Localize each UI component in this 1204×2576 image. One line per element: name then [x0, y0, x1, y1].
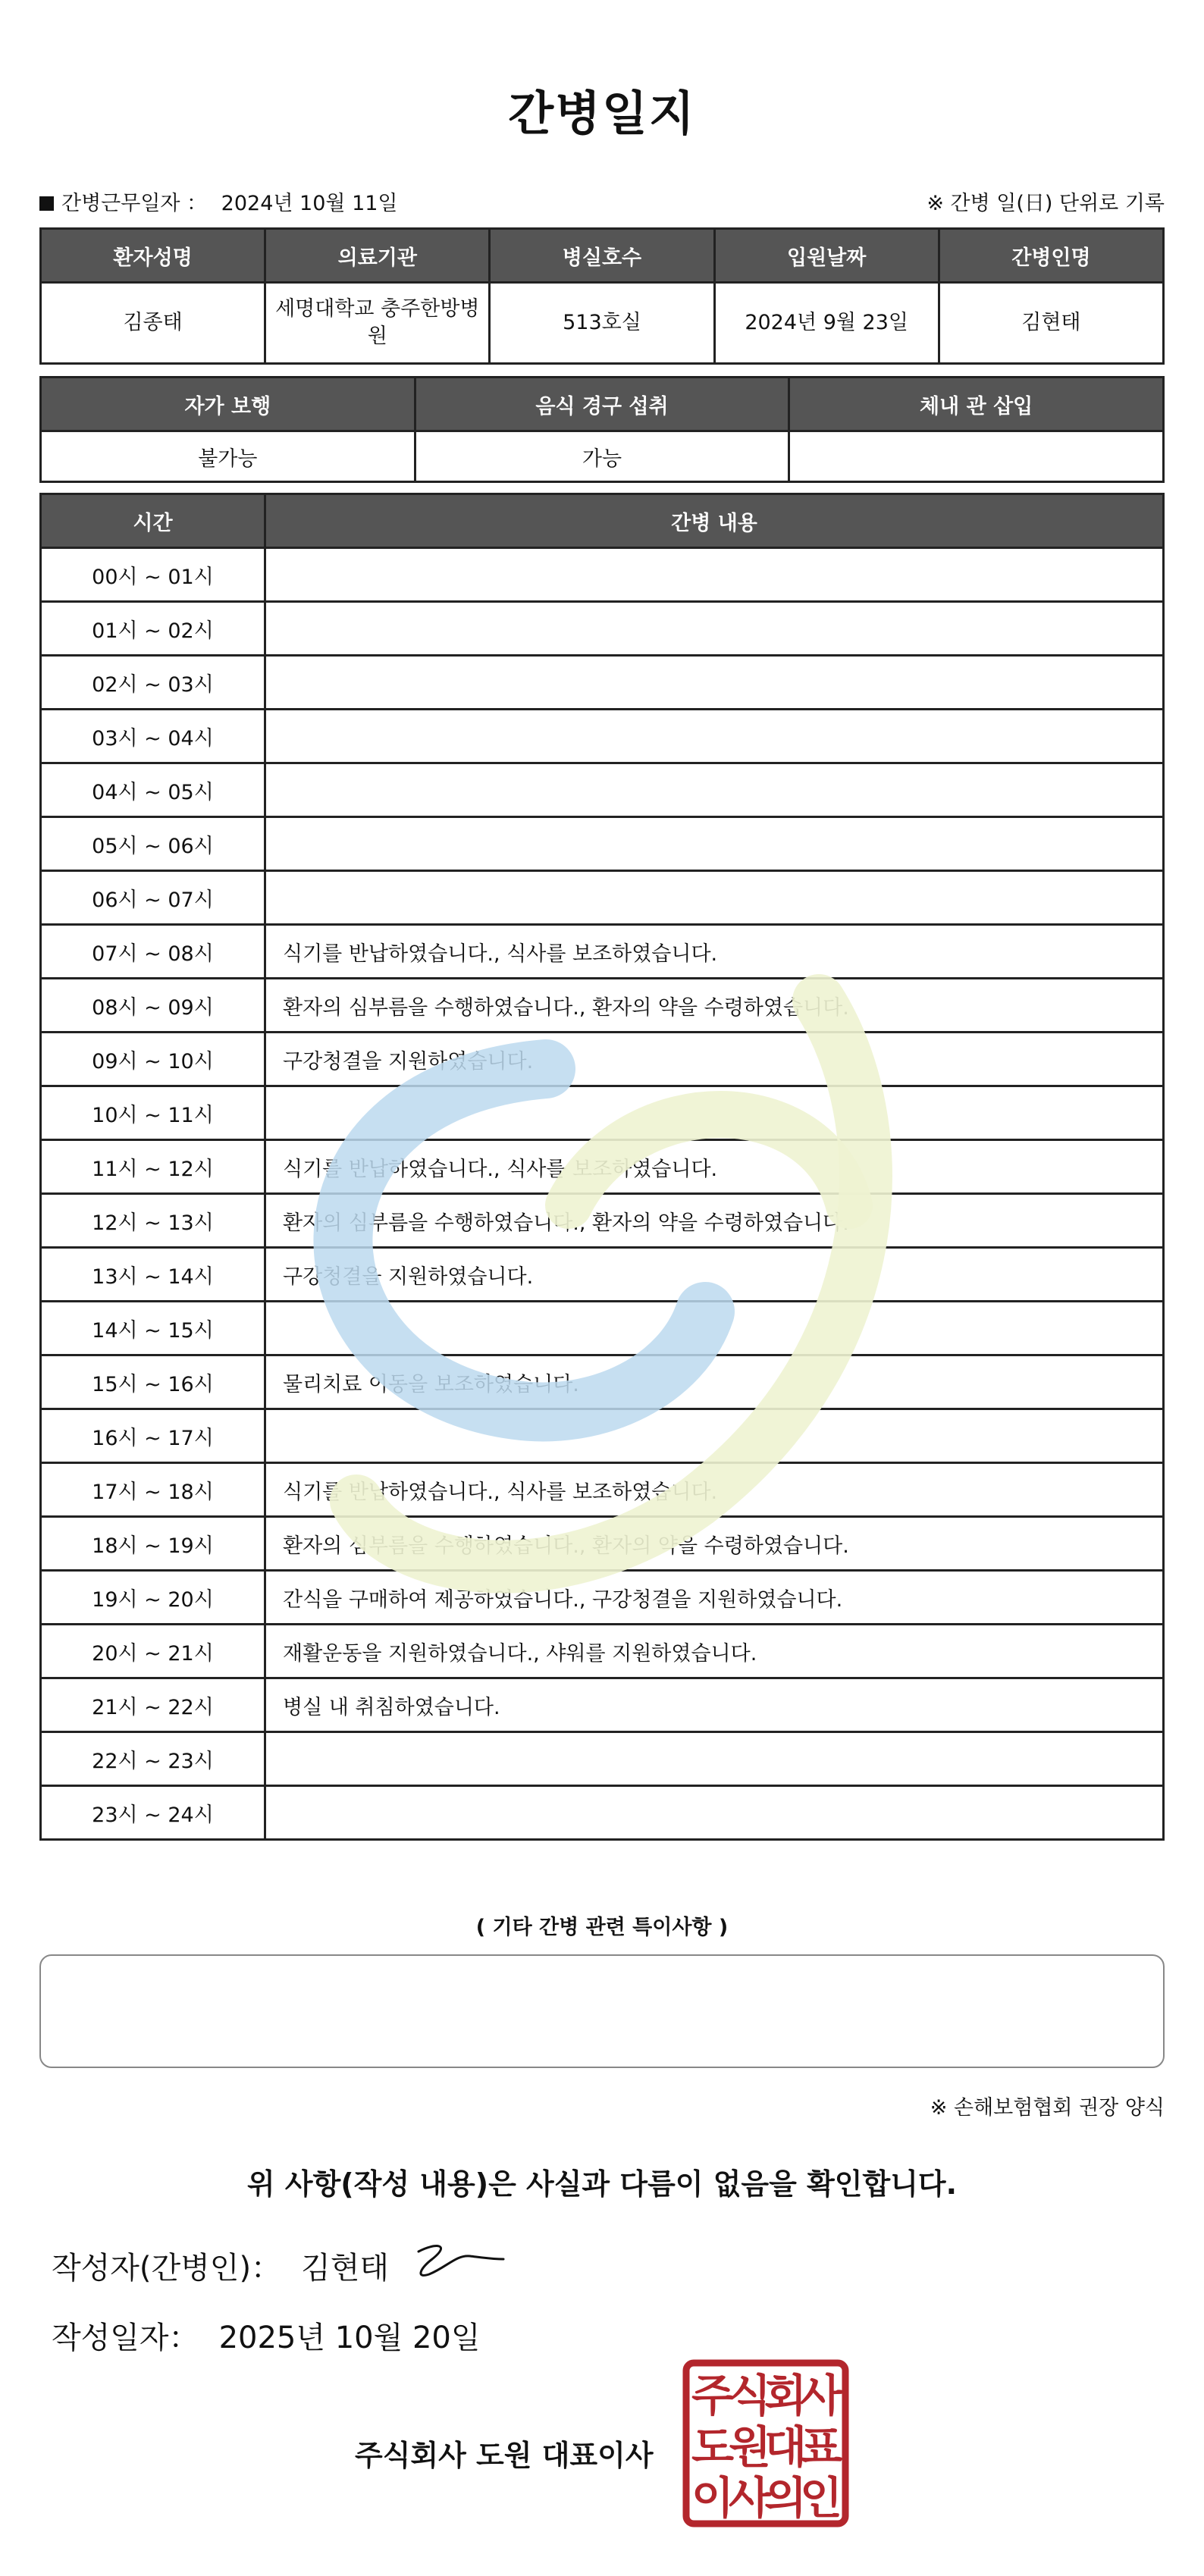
log-content-cell: 물리치료 이동을 보조하였습니다.: [265, 1355, 1164, 1409]
log-time-cell: 13시 ~ 14시: [41, 1248, 265, 1302]
caregiver-name: 김현태: [939, 283, 1163, 364]
log-time-cell: 18시 ~ 19시: [41, 1517, 265, 1571]
info-header: 입원날짜: [714, 229, 939, 283]
log-time-cell: 19시 ~ 20시: [41, 1571, 265, 1625]
ability-header: 음식 경구 섭취: [415, 378, 789, 431]
log-content-cell: 재활운동을 지원하였습니다., 샤워를 지원하였습니다.: [265, 1625, 1164, 1678]
log-row: [41, 1302, 1164, 1355]
company-representative: 주식회사 도원 대표이사: [355, 2439, 654, 2472]
log-content-cell: [265, 763, 1164, 817]
log-row: [41, 763, 1164, 817]
log-time-cell: 23시 ~ 24시: [41, 1786, 265, 1840]
log-time-cell: 11시 ~ 12시: [41, 1140, 265, 1194]
log-time-cell: 01시 ~ 02시: [41, 602, 265, 656]
svg-text:표: 표: [799, 2421, 843, 2473]
log-time-cell: 07시 ~ 08시: [41, 925, 265, 979]
log-row: [41, 925, 1164, 979]
log-time-cell: 21시 ~ 22시: [41, 1678, 265, 1732]
svg-text:사: 사: [799, 2370, 843, 2421]
log-time-cell: 14시 ~ 15시: [41, 1302, 265, 1355]
log-content-cell: [265, 1786, 1164, 1840]
svg-text:식: 식: [728, 2370, 772, 2421]
written-date-line: [52, 2314, 481, 2357]
log-content-cell: 식기를 반납하였습니다., 식사를 보조하였습니다.: [265, 1463, 1164, 1517]
log-content-cell: [265, 871, 1164, 925]
log-time-cell: 08시 ~ 09시: [41, 979, 265, 1033]
log-content-cell: 병실 내 취침하였습니다.: [265, 1678, 1164, 1732]
unit-note: ※ 간병 일(日) 단위로 기록: [927, 192, 1165, 215]
log-row: [41, 817, 1164, 871]
log-time-cell: 17시 ~ 18시: [41, 1463, 265, 1517]
log-time-cell: 15시 ~ 16시: [41, 1355, 265, 1409]
log-header-content: 간병 내용: [265, 494, 1164, 548]
confirmation-statement: 위 사항(작성 내용)은 사실과 다름이 없음을 확인합니다.: [246, 2167, 958, 2201]
log-row: [41, 1033, 1164, 1086]
svg-text:주: 주: [691, 2370, 735, 2421]
log-time-cell: 05시 ~ 06시: [41, 817, 265, 871]
log-time-cell: 22시 ~ 23시: [41, 1732, 265, 1786]
log-time-cell: 16시 ~ 17시: [41, 1409, 265, 1463]
log-header-time: 시간: [41, 494, 265, 548]
patient-info-table: [39, 227, 1165, 365]
writer-label: 작성자(간병인)：: [52, 2251, 282, 2286]
patient-name: 김종태: [41, 283, 265, 364]
log-row: [41, 656, 1164, 710]
log-time-cell: 10시 ~ 11시: [41, 1086, 265, 1140]
log-row: [41, 1571, 1164, 1625]
log-row: [41, 1678, 1164, 1732]
log-time-cell: 03시 ~ 04시: [41, 710, 265, 763]
svg-text:사: 사: [728, 2472, 772, 2524]
log-content-cell: 식기를 반납하였습니다., 식사를 보조하였습니다.: [265, 1140, 1164, 1194]
log-row: [41, 548, 1164, 602]
svg-text:도: 도: [691, 2421, 735, 2473]
svg-text:원: 원: [728, 2421, 772, 2473]
work-date-label: 간병근무일자 ：: [61, 192, 208, 215]
writer-line: [52, 2244, 389, 2287]
log-content-cell: [265, 548, 1164, 602]
log-content-cell: 환자의 심부름을 수행하였습니다., 환자의 약을 수령하였습니다.: [265, 1194, 1164, 1248]
svg-text:회: 회: [763, 2370, 807, 2421]
document-title: 간병일지: [508, 86, 696, 141]
log-row: [41, 1786, 1164, 1840]
log-content-cell: [265, 602, 1164, 656]
admission-date: 2024년 9월 23일: [714, 283, 939, 364]
date-value: 2025년 10월 20일: [218, 2321, 481, 2355]
log-row: [41, 1086, 1164, 1140]
log-content-cell: [265, 710, 1164, 763]
log-time-cell: 06시 ~ 07시: [41, 871, 265, 925]
company-seal-icon: [682, 2359, 849, 2527]
log-row: [41, 1140, 1164, 1194]
care-log-table: [39, 493, 1165, 1841]
svg-text:인: 인: [799, 2472, 843, 2524]
room-number: 513호실: [490, 283, 714, 364]
log-row: [41, 1409, 1164, 1463]
log-time-cell: 20시 ~ 21시: [41, 1625, 265, 1678]
svg-text:대: 대: [763, 2421, 807, 2473]
self-walking-value: 불가능: [41, 431, 415, 482]
hospital-name-text: 세명대학교 충주한방병원: [275, 296, 480, 348]
hospital-name: [265, 283, 490, 364]
log-content-cell: [265, 656, 1164, 710]
svg-text:이: 이: [691, 2472, 735, 2524]
log-content-cell: 환자의 심부름을 수행하였습니다., 환자의 약을 수령하였습니다.: [265, 1517, 1164, 1571]
info-header: 병실호수: [490, 229, 714, 283]
svg-text:의: 의: [763, 2472, 807, 2524]
ability-header: 체내 관 삽입: [789, 378, 1164, 431]
log-row: [41, 979, 1164, 1033]
date-label: 작성일자：: [52, 2321, 199, 2355]
log-content-cell: 구강청결을 지원하였습니다.: [265, 1033, 1164, 1086]
log-row: [41, 1625, 1164, 1678]
log-content-cell: [265, 817, 1164, 871]
log-row: [41, 1732, 1164, 1786]
work-date: [39, 186, 398, 216]
log-content-cell: 식기를 반납하였습니다., 식사를 보조하였습니다.: [265, 925, 1164, 979]
info-header: 의료기관: [265, 229, 490, 283]
log-row: [41, 1517, 1164, 1571]
log-row: [41, 1463, 1164, 1517]
patient-ability-table: [39, 376, 1165, 483]
log-row: [41, 871, 1164, 925]
log-row: [41, 710, 1164, 763]
signature-mark-icon: [409, 2236, 508, 2282]
log-content-cell: 환자의 심부름을 수행하였습니다., 환자의 약을 수령하였습니다.: [265, 979, 1164, 1033]
log-content-cell: [265, 1409, 1164, 1463]
log-time-cell: 00시 ~ 01시: [41, 548, 265, 602]
recommend-note: ※ 손해보험협회 권장 양식: [930, 2096, 1165, 2120]
log-content-cell: 구강청결을 지원하였습니다.: [265, 1248, 1164, 1302]
log-row: [41, 1248, 1164, 1302]
log-time-cell: 02시 ~ 03시: [41, 656, 265, 710]
log-time-cell: 09시 ~ 10시: [41, 1033, 265, 1086]
writer-value: 김현태: [301, 2251, 389, 2286]
log-row: [41, 1355, 1164, 1409]
log-content-cell: [265, 1732, 1164, 1786]
special-notes-title: ( 기타 간병 관련 특이사항 ): [475, 1916, 729, 1939]
tube-insertion-value: [789, 431, 1164, 482]
square-bullet-icon: [39, 196, 54, 211]
log-row: [41, 1194, 1164, 1248]
log-row: [41, 602, 1164, 656]
special-notes-box: [39, 1954, 1165, 2068]
info-header: 환자성명: [41, 229, 265, 283]
log-time-cell: 04시 ~ 05시: [41, 763, 265, 817]
info-header: 간병인명: [939, 229, 1163, 283]
log-content-cell: [265, 1302, 1164, 1355]
oral-intake-value: 가능: [415, 431, 789, 482]
log-content-cell: 간식을 구매하여 제공하였습니다., 구강청결을 지원하였습니다.: [265, 1571, 1164, 1625]
log-content-cell: [265, 1086, 1164, 1140]
ability-header: 자가 보행: [41, 378, 415, 431]
work-date-value: 2024년 10월 11일: [221, 192, 398, 215]
log-time-cell: 12시 ~ 13시: [41, 1194, 265, 1248]
